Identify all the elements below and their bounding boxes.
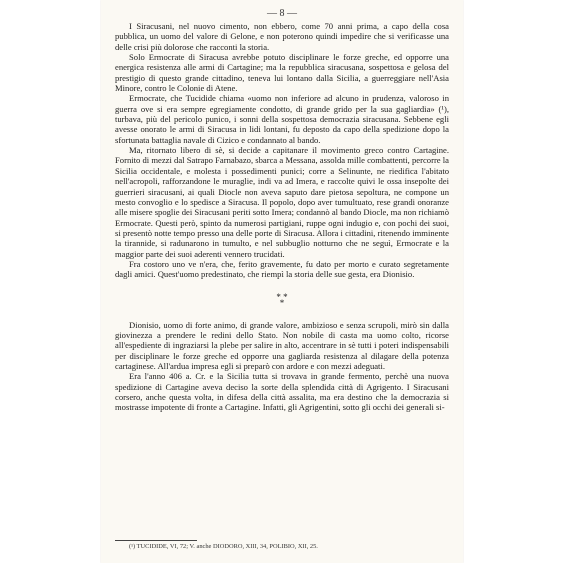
separator-asterisks: * * * [276, 291, 288, 308]
paragraph: Ma, ritornato libero di sè, si decide a capitanare il movimento greco contro Cartagine. Fornito di mezzi dal Satrapo Farnabazo, sbarca a Messana, assolda mille combattenti, percorre la Sicilia occidentale, e molesta i possedimenti punici; corre a Selinunte, ne riedifica l'abitato nell'acropoli, rafforzandone le muraglie, indi va ad Imera, e raccolte quivi le ossa insepolte dei guerrieri siracusani, ai quali Diocle non aveva saputo dare pietosa sepoltura, ne compone un mesto convoglio e lo spedisce a Siracusa. Il popolo, dopo aver tumultuato, rese grandi onoranze alle misere spoglie dei Siracusani periti sotto Imera; condannò al bando Diocle, ma non richiamò Ermocrate. Questi però, spinto da numerosi partigiani, ruppe ogni indugio e, con pochi dei suoi, si presentò notte tempo presso una delle porte di Siracusa. Allora i cittadini, ritenendo imminente la tirannide, si radunarono in tumulto, e nel subbuglio notturno che ne seguì, Ermocrate e la maggior parte dei suoi aderenti vennero trucidati. [115, 145, 449, 259]
paragraph: I Siracusani, nel nuovo cimento, non ebbero, come 70 anni prima, a capo della cosa pubblica, un uomo del valore di Gelone, e non poterono quindi impedire che si verificasse una delle crisi più dolorose che racconti la storia. [115, 21, 449, 52]
footnote-rule [115, 540, 197, 541]
page-number: — 8 — [267, 8, 297, 19]
main-text [115, 21, 449, 413]
section-separator [115, 291, 449, 308]
paragraph: Ermocrate, che Tucidide chiama «uomo non inferiore ad alcuno in prudenza, valoroso in guerra ove si era sempre egregiamente condotto, di grande grido per la sua gagliardia» (¹), turbava, più del pericolo punico, i sonni della sospettosa democrazia siracusana. Sebbene egli avesse onorato le armi di Siracusa in lidi lontani, fu deposto da capo della spedizione dopo la sfortunata battaglia navale di Cizico e condannato al bando. [115, 93, 449, 145]
paragraph: Era l'anno 406 a. Cr. e la Sicilia tutta si trovava in grande fermento, perchè una nuova spedizione di Cartagine aveva deciso la sorte della splendida città di Agrigento. I Siracusani corsero, anche questa volta, in difesa della città assalita, ma era destino che la democrazia si mostrasse impotente di fronte a Cartagine. Infatti, gli Agrigentini, sotto gli occhi dei generali si- [115, 371, 449, 413]
book-page [101, 0, 463, 563]
footnote: (¹) TUCIDIDE, VI, 72; V. anche DIODORO, XIII, 34, POLIBIO, XII, 25. [129, 543, 318, 550]
paragraph: Solo Ermocrate di Siracusa avrebbe potuto disciplinare le forze greche, ed opporre una energica resistenza alle armi di Cartagine; ma la repubblica siracusana, sospettosa e gelosa del prestigio di questo grande cittadino, teneva lui lontano dalla Sicilia, a guerreggiare nell'Asia Minore, contro le Colonie di Atene. [115, 52, 449, 94]
paragraph: Dionisio, uomo di forte animo, di grande valore, ambizioso e senza scrupoli, mirò sin dalla giovinezza a prendere le redini dello Stato. Non nobile di casta ma uomo colto, ricorse all'espediente di ingraziarsi la plebe per salire in alto, accentrare in sè tutti i poteri indispensabili per disciplinare le forze greche ed opporre una gagliarda resistenza al dilagare della potenza cartaginese. All'ardua impresa egli si preparò con ardore e con mezzi adeguati. [115, 319, 449, 371]
paragraph: Fra costoro uno ve n'era, che, ferito gravemente, fu dato per morto e curato segretamente dagli amici. Quest'uomo predestinato, che riempì la storia delle sue gesta, era Dionisio. [115, 258, 449, 280]
